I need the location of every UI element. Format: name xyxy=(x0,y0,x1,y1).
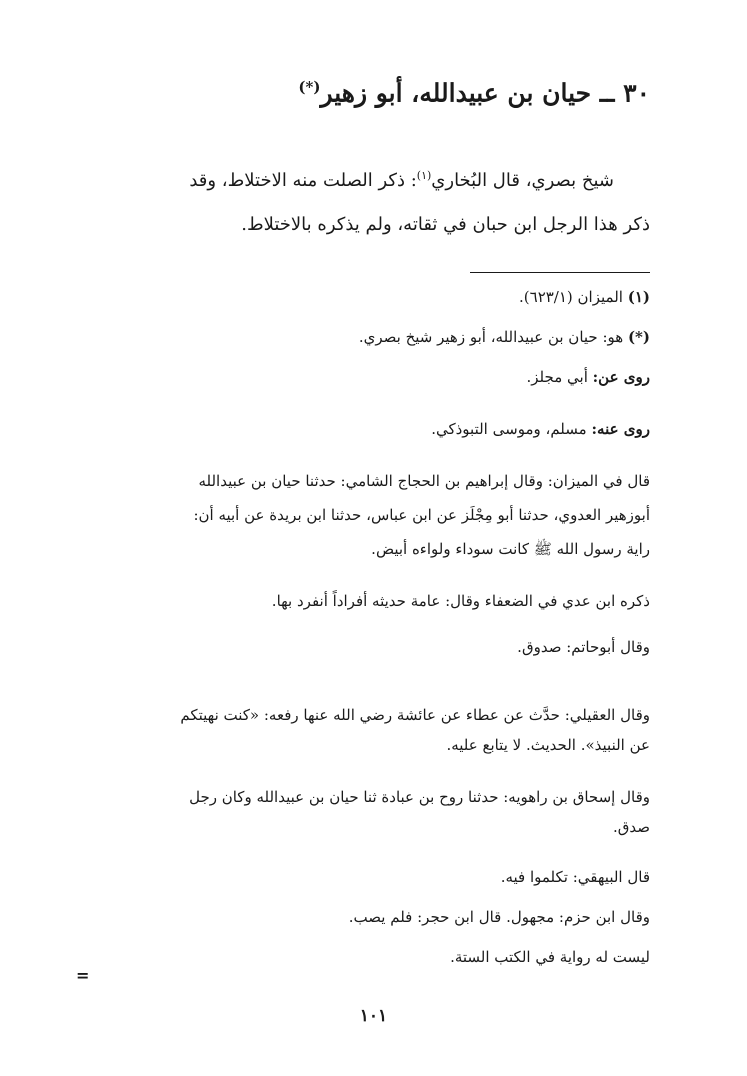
uqayli-line-2: عن النبيذ». الحديث. لا يتابع عليه. xyxy=(446,736,650,754)
footnote-divider xyxy=(470,272,650,273)
narrated-from-value: أبي مجلز. xyxy=(526,368,588,386)
main-text-line-2: ذكر هذا الرجل ابن حبان في ثقاته، ولم يذكره بالاختلاط. xyxy=(241,214,650,235)
footnote-1 xyxy=(97,282,650,312)
narrated-by xyxy=(97,414,650,444)
mizan-line-2: أبوزهير العدوي، حدثنا أبو مِجْلَز عن ابن عباس، حدثنا ابن بريدة عن أبيه أن: xyxy=(193,506,650,524)
narrated-from-label: روى عن: xyxy=(592,368,650,386)
mizan-line-3: راية رسول الله ﷺ كانت سوداء ولواءه أبيض. xyxy=(371,540,650,558)
narrated-by-value: مسلم، وموسى التبوذكي. xyxy=(431,420,587,438)
main-text-line-1-start: شيخ بصري، قال البُخاري xyxy=(431,170,614,191)
continuation-mark: = xyxy=(76,966,90,985)
narrated-by-label: روى عنه: xyxy=(591,420,650,438)
footnote-star-marker: (*) xyxy=(627,328,650,346)
footnote-1-text: الميزان (٦٢٣/١). xyxy=(519,288,623,306)
footnote-star-text: هو: حيان بن عبيدالله، أبو زهير شيخ بصري. xyxy=(358,328,624,346)
ibn-adi-quote: ذكره ابن عدي في الضعفاء وقال: عامة حديثه أفراداً أنفرد بها. xyxy=(271,592,650,610)
abu-hatim-quote: وقال أبوحاتم: صدوق. xyxy=(517,638,650,656)
footnote-star xyxy=(97,322,650,352)
six-books-note: ليست له رواية في الكتب الستة. xyxy=(450,948,650,966)
footnote-reference-1: (١) xyxy=(416,169,432,182)
ibn-hazm-quote: وقال ابن حزم: مجهول. قال ابن حجر: فلم يصب. xyxy=(348,908,650,926)
main-text-line-1-end: : ذكر الصلت منه الاختلاط، وقد xyxy=(189,170,417,191)
main-text xyxy=(97,154,650,247)
uqayli-line-1: وقال العقيلي: حدَّث عن عطاء عن عائشة رضي الله عنها رفعه: «كنت نهيتكم xyxy=(180,706,650,724)
ishaq-line-1: وقال إسحاق بن راهويه: حدثنا روح بن عبادة ثنا حيان بن عبيدالله وكان رجل xyxy=(189,788,650,806)
main-text-line-1 xyxy=(97,154,650,203)
page-number: ١٠١ xyxy=(359,1006,388,1026)
mizan-line-1: قال في الميزان: وقال إبراهيم بن الحجاج الشامي: حدثنا حيان بن عبيدالله xyxy=(198,472,650,490)
entry-title-text: ٣٠ ــ حيان بن عبيدالله، أبو زهير xyxy=(320,78,650,108)
ishaq-line-2: صدق. xyxy=(612,818,650,836)
entry-heading xyxy=(298,78,650,107)
narrated-from xyxy=(97,362,650,392)
bayhaqi-quote: قال البيهقي: تكلموا فيه. xyxy=(500,868,650,886)
entry-footnote-mark: (*) xyxy=(298,78,321,96)
footnote-1-marker: (١) xyxy=(627,288,650,306)
